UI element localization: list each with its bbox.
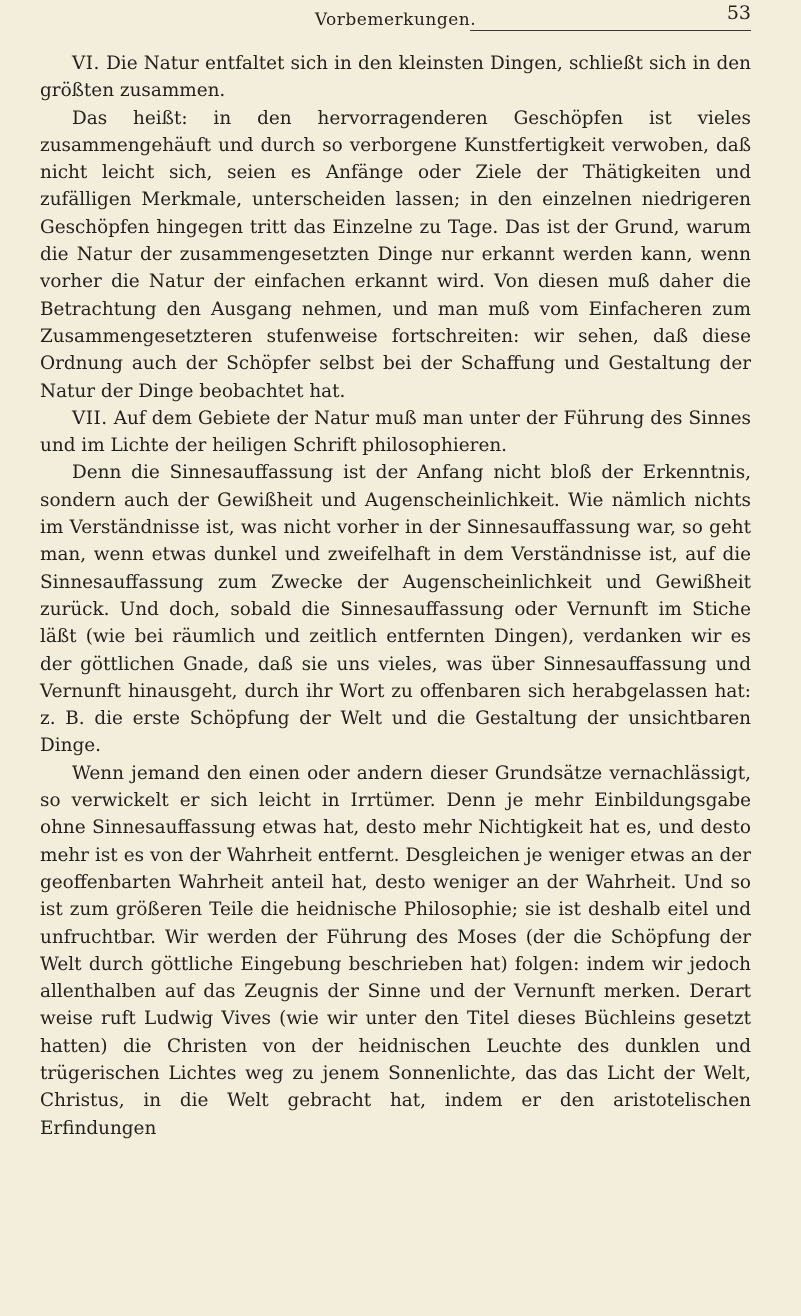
- page-number: 53: [726, 2, 751, 24]
- header-rule: [470, 30, 751, 31]
- section-vi-heading: [40, 50, 751, 105]
- section-vii-heading: [40, 405, 751, 460]
- section-lead: Die Natur entfaltet sich in den kleinsten Dingen, schließt sich in den größten zusammen.: [40, 53, 751, 102]
- paragraph: Wenn jemand den einen oder andern dieser Grundsätze vernachlässigt, so verwickelt er sich leicht in Irrtümer. Denn je mehr Einbildungsgabe ohne Sinnesauffassung etwas hat, desto mehr Nichtigkeit hat es, und desto mehr ist es von der Wahrheit entfernt. Desgleichen je weniger etwas an der geoffenbarten Wahrheit anteil hat, desto weniger an der Wahrheit. Und so ist zum größeren Teile die heidnische Philosophie; sie ist deshalb eitel und unfruchtbar. Wir werden der Führung des Moses (der die Schöpfung der Welt durch göttliche Eingebung beschrieben hat) folgen: indem wir jedoch allenthalben auf das Zeugnis der Sinne und der Vernunft merken. Derart weise ruft Ludwig Vives (wie wir unter den Titel dieses Büchleins gesetzt hatten) die Christen von der heidnischen Leuchte des dunklen und trügerischen Lichtes weg zu jenem Sonnenlichte, das das Licht der Welt, Christus, in die Welt gebracht hat, indem er den aristotelischen Erfindungen: [40, 762, 751, 1139]
- running-head: [40, 0, 751, 42]
- section-number: VII.: [72, 407, 108, 429]
- section-lead: Auf dem Gebiete der Natur muß man unter der Führung des Sinnes und im Lichte der heiligen Schrift philosophieren.: [40, 407, 751, 457]
- paragraph: Denn die Sinnesauffassung ist der Anfang nicht bloß der Erkenntnis, sondern auch der Gewißheit und Augenscheinlichkeit. Wie nämlich nichts im Verständnisse ist, was nicht vorher in der Sinnesauffassung war, so geht man, wenn etwas dunkel und zweifelhaft in dem Verständnisse ist, auf die Sinnesauffassung zum Zwecke der Augenscheinlichkeit und Gewißheit zurück. Und doch, sobald die Sinnesauffassung oder Vernunft im Stiche läßt (wie bei räumlich und zeitlich entfernten Dingen), verdanken wir es der göttlichen Gnade, daß sie uns vieles, was über Sinnesauffassung und Vernunft hinausgeht, durch ihr Wort zu offenbaren sich herabgelassen hat: z. B. die erste Schöpfung der Welt und die Gestaltung der unsichtbaren Dinge.: [40, 462, 751, 757]
- running-title: Vorbemerkungen.: [314, 10, 477, 30]
- paragraph: Das heißt: in den hervorragenderen Geschöpfen ist vieles zusammengehäuft und durch so verborgene Kunstfertigkeit verwoben, daß nicht leicht sich, seien es Anfänge oder Ziele der Thätigkeiten und zufälligen Merkmale, unterscheiden lassen; in den einzelnen niedrigeren Geschöpfen hingegen tritt das Einzelne zu Tage. Das ist der Grund, warum die Natur der zusammengesetzten Dinge nur erkannt werden kann, wenn vorher die Natur der einfachen erkannt wird. Von diesen muß daher die Betrachtung den Ausgang nehmen, und man muß vom Einfacheren zum Zusammengesetzteren stufenweise fortschreiten: wir sehen, daß diese Ordnung auch der Schöpfer selbst bei der Schaffung und Gestaltung der Natur der Dinge beobachtet hat.: [40, 107, 751, 402]
- section-number: VI.: [72, 53, 100, 74]
- body-text: [40, 50, 751, 1142]
